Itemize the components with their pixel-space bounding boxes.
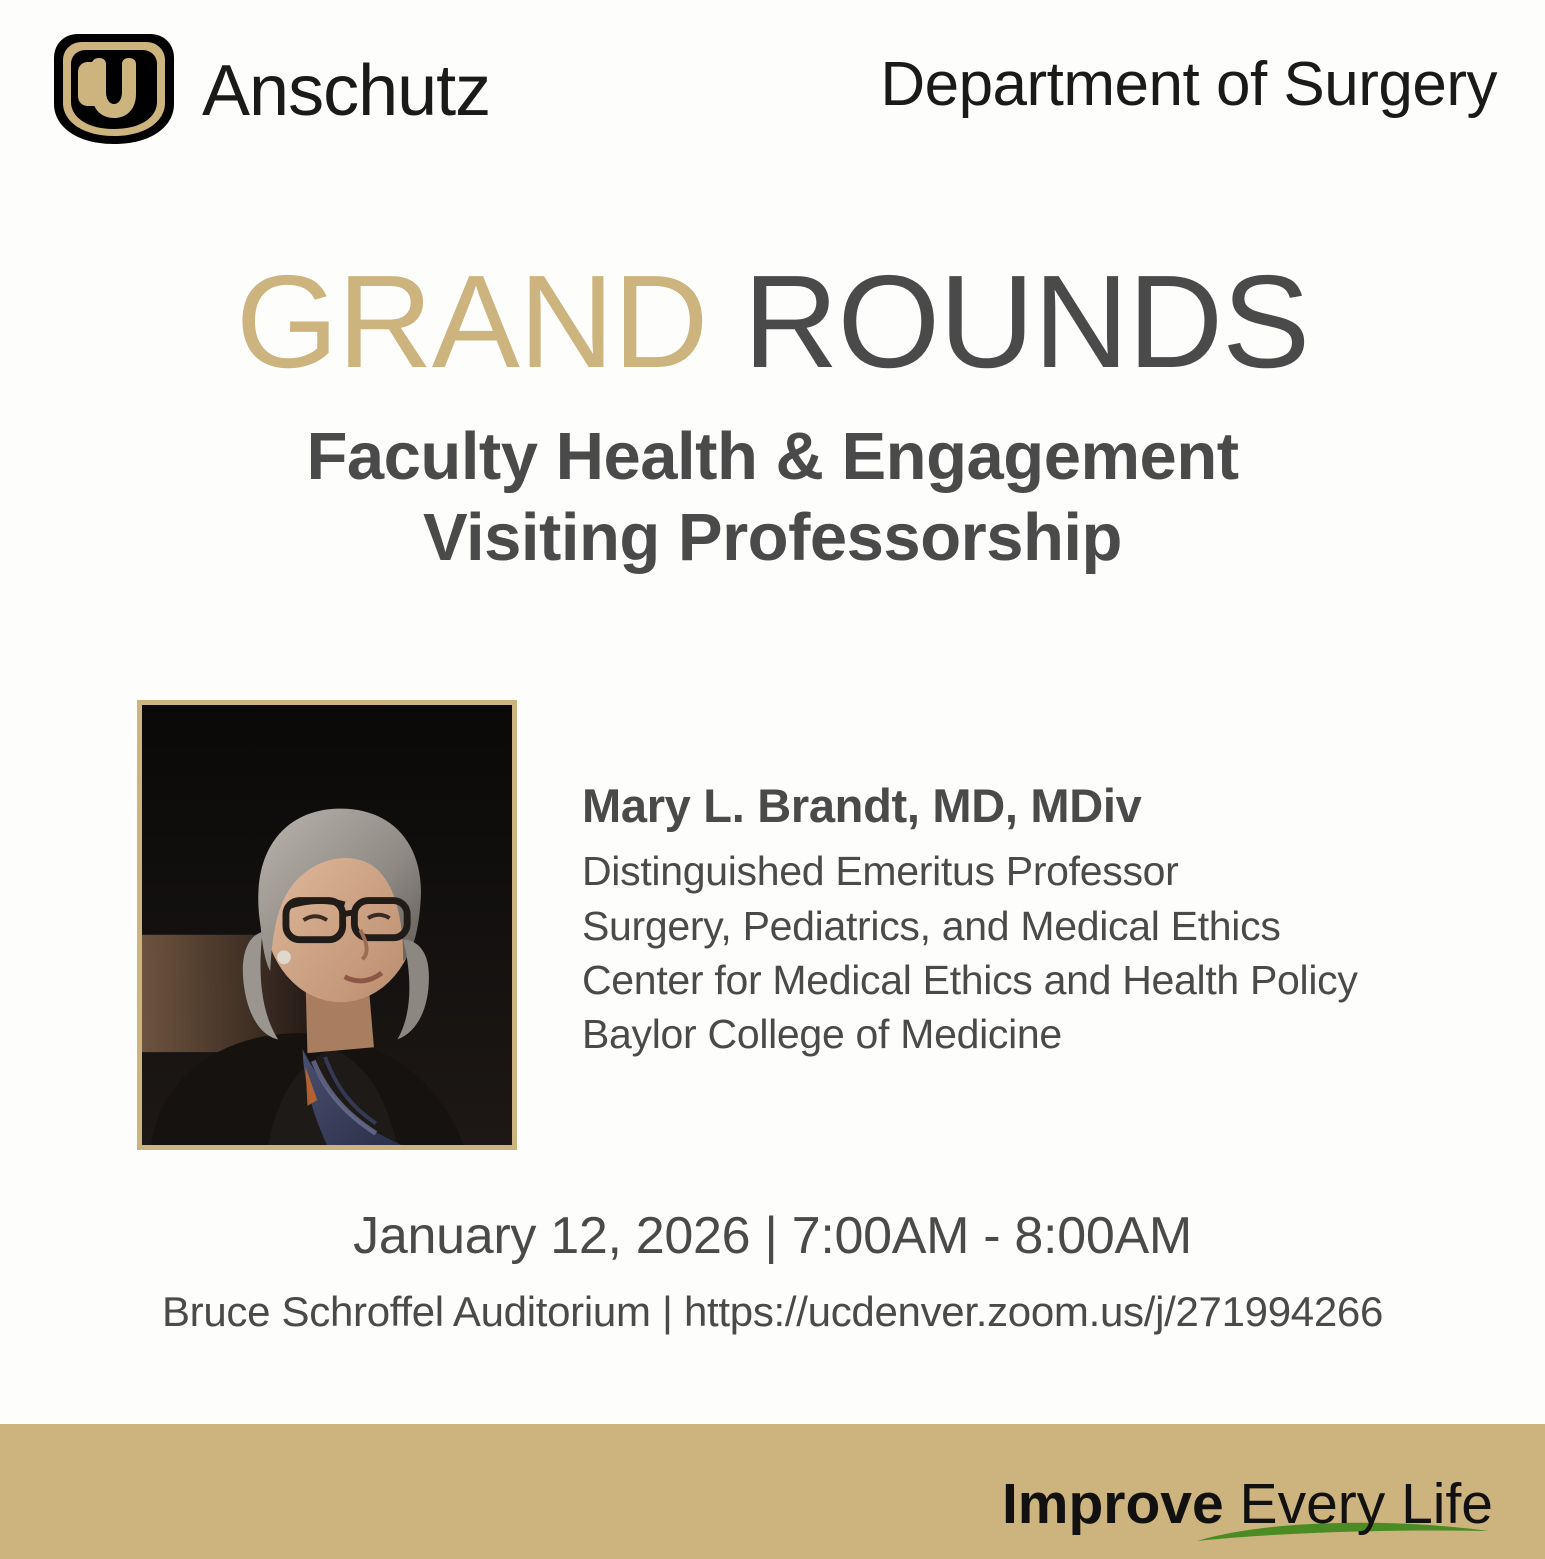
event-datetime: January 12, 2026 | 7:00AM - 8:00AM [353,1207,1192,1265]
flyer-header [0,30,1545,170]
footer-tagline [1001,1472,1493,1536]
tagline-bold: Improve [1001,1472,1224,1536]
tagline-light: Every Life [1223,1472,1493,1536]
title-block [0,248,1545,579]
speaker-portrait [137,700,517,1150]
subtitle-line-1: Faculty Health & Engagement [306,418,1239,494]
speaker-details [547,700,1358,1061]
brand-lockup [48,30,490,148]
event-location-and-link[interactable]: Bruce Schroffel Auditorium | https://ucdenver.zoom.us/j/271994266 [161,1288,1384,1336]
speaker-credential-1: Distinguished Emeritus Professor [582,848,1179,895]
subtitle-line-2: Visiting Professorship [423,500,1122,576]
title-word-rounds: ROUNDS [707,248,1310,395]
cu-buffalo-logo-icon [48,30,180,148]
footer-bar [0,1424,1545,1559]
speaker-credential-2: Surgery, Pediatrics, and Medical Ethics [582,902,1281,949]
title-word-grand: GRAND [235,248,708,395]
subtitle [0,416,1545,579]
page-title [0,248,1545,395]
brand-name: Anschutz [202,51,491,131]
event-details [0,1205,1545,1340]
department-name: Department of Surgery [880,50,1497,119]
speaker-credential-3: Center for Medical Ethics and Health Policy [582,956,1358,1003]
speaker-section [137,700,1485,1150]
speaker-credential-4: Baylor College of Medicine [582,1010,1062,1057]
speaker-name: Mary L. Brandt, MD, MDiv [582,779,1142,832]
